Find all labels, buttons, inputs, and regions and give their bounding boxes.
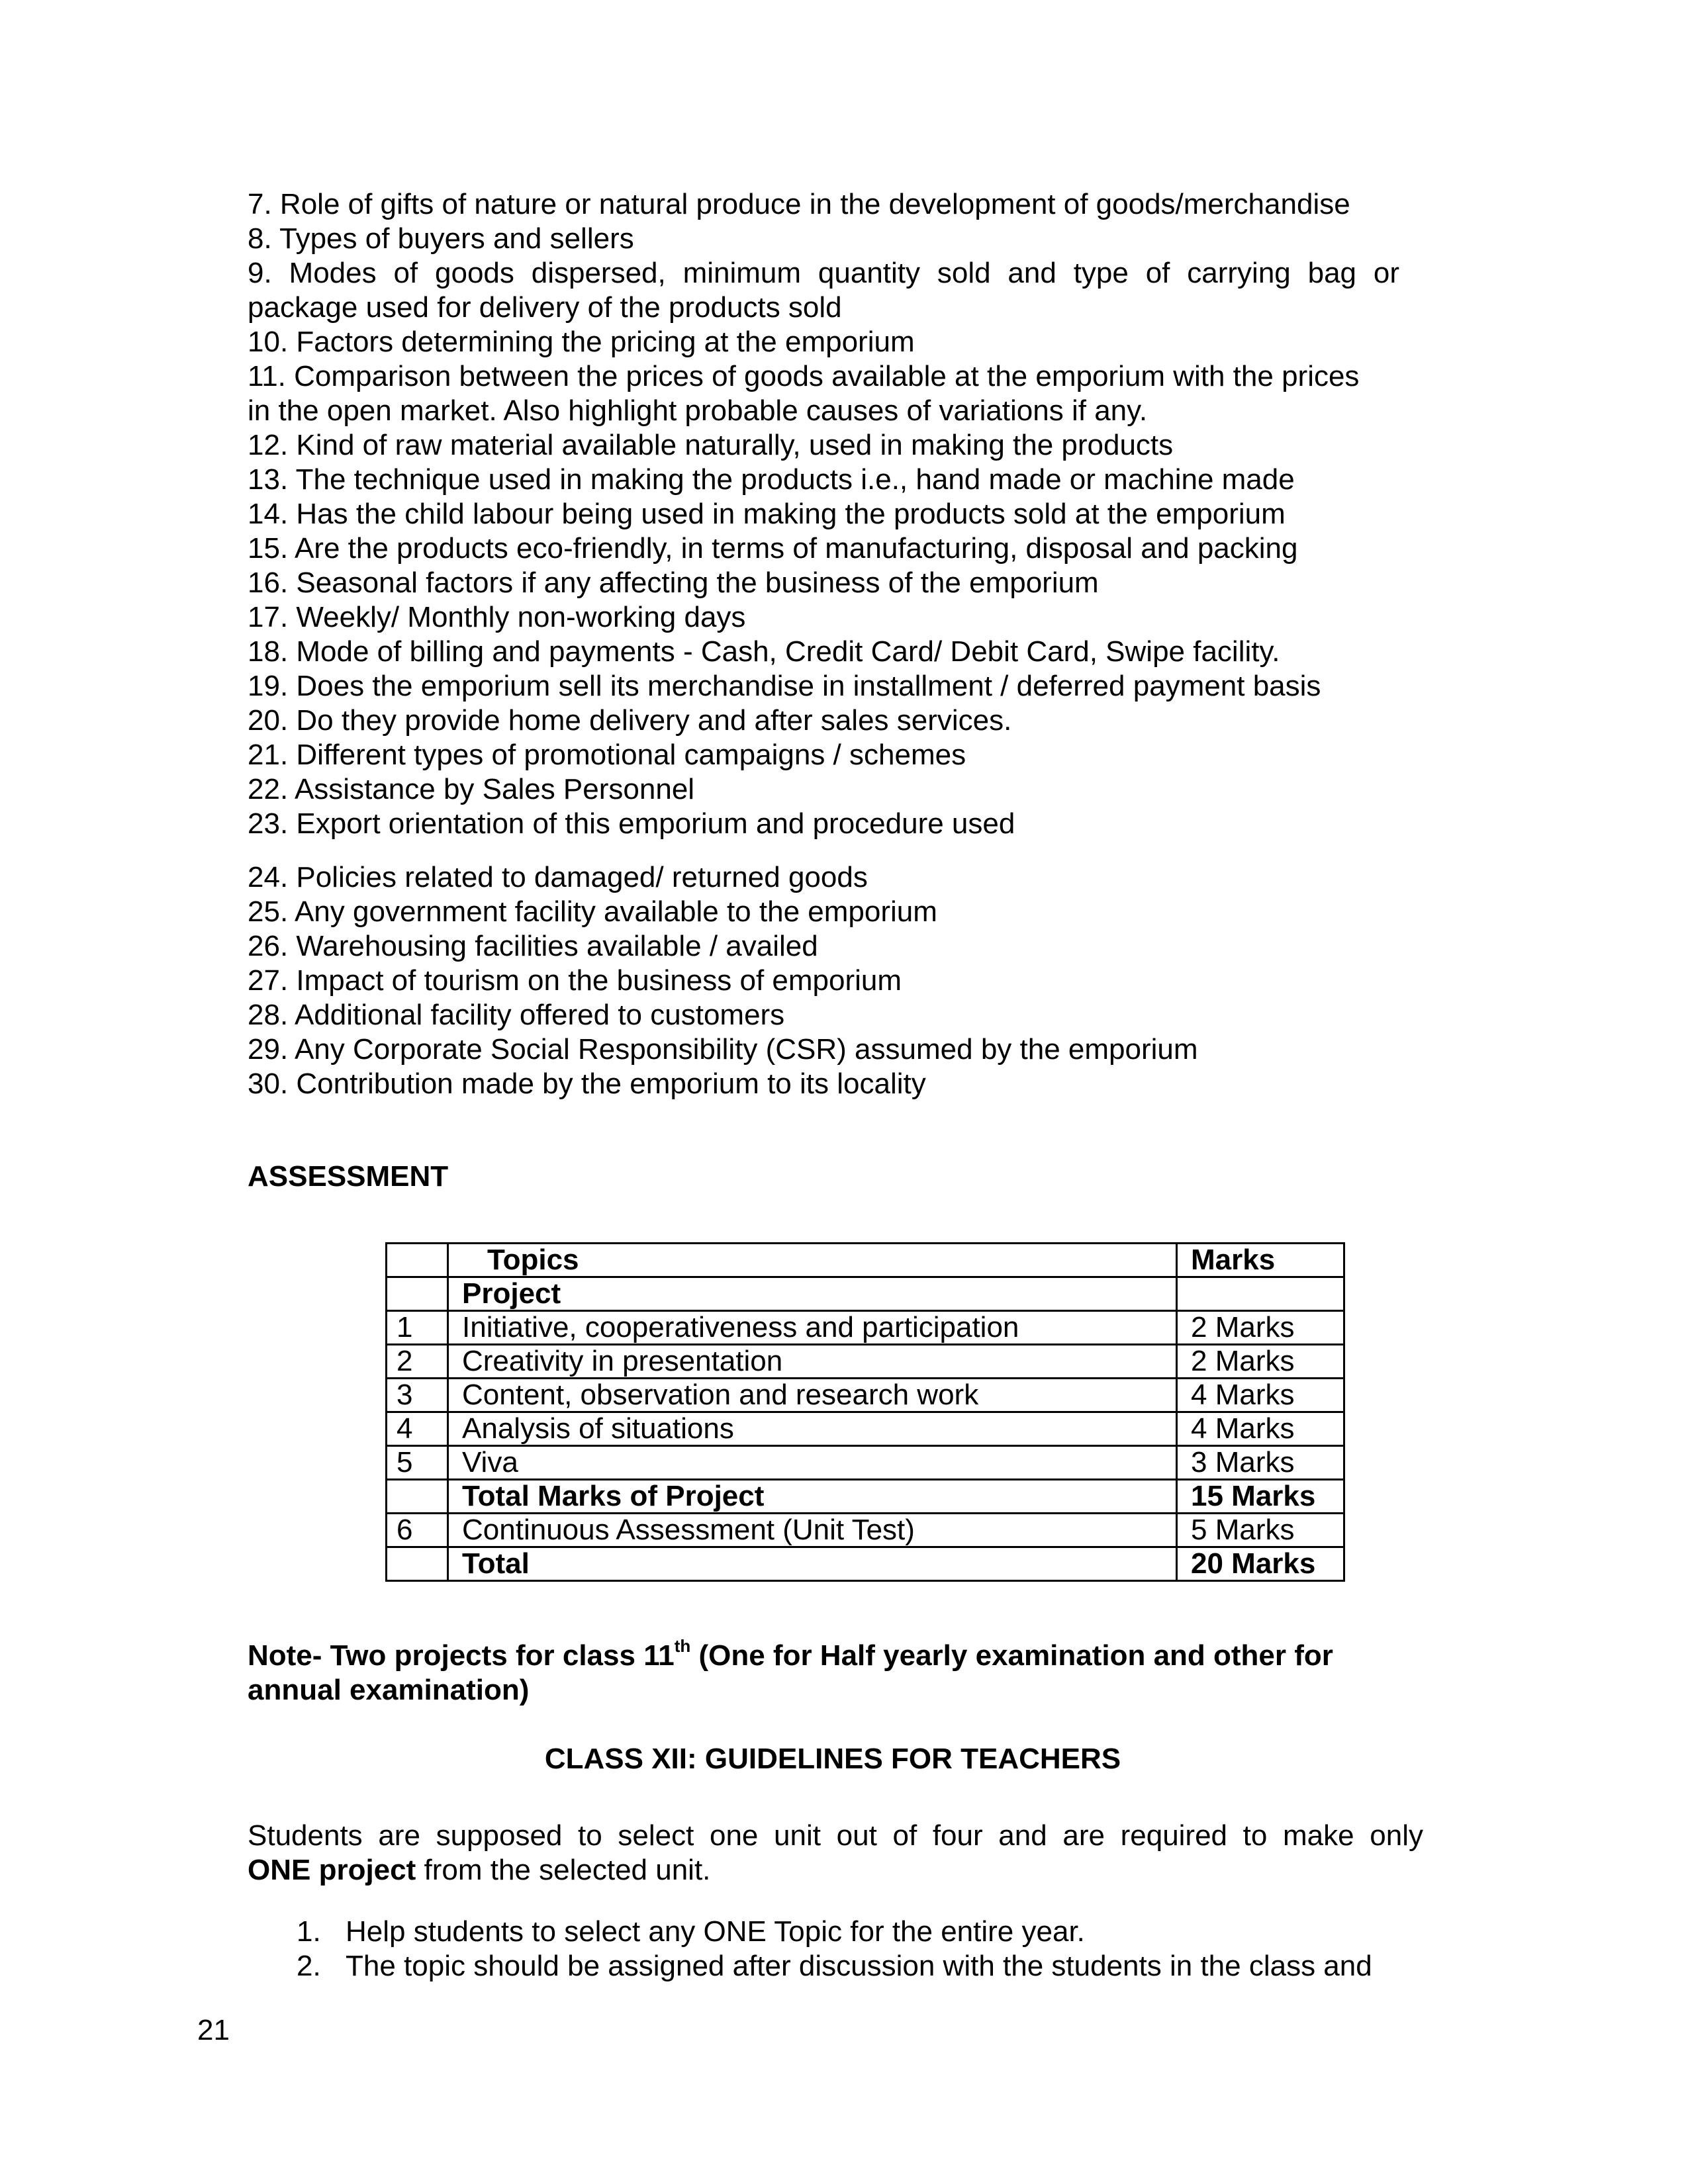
row-num: 2 bbox=[387, 1345, 448, 1379]
list-item: 23. Export orientation of this emporium and procedure used bbox=[248, 807, 1015, 840]
table-row bbox=[387, 1446, 1344, 1480]
list-item: 13. The technique used in making the products i.e., hand made or machine made bbox=[248, 463, 1295, 496]
guidelines-list bbox=[297, 1915, 1372, 1983]
header-cell-topics: Topics bbox=[448, 1244, 1177, 1277]
row-marks: 4 Marks bbox=[1177, 1412, 1344, 1446]
row-topic: Analysis of situations bbox=[448, 1412, 1177, 1446]
row-marks bbox=[1177, 1277, 1344, 1311]
note-line-1 bbox=[248, 1636, 1413, 1673]
list-item: 26. Warehousing facilities available / availed bbox=[248, 930, 818, 962]
list-number: 2. bbox=[297, 1950, 321, 1982]
list-item: 22. Assistance by Sales Personnel bbox=[248, 773, 695, 805]
list-item: 21. Different types of promotional campaigns / schemes bbox=[248, 739, 966, 771]
paragraph-rest: from the selected unit. bbox=[416, 1854, 711, 1886]
row-num bbox=[387, 1547, 448, 1581]
table-row bbox=[387, 1412, 1344, 1446]
table-row bbox=[387, 1514, 1344, 1547]
list-item: 19. Does the emporium sell its merchandise in installment / deferred payment basis bbox=[248, 670, 1321, 702]
list-item: 24. Policies related to damaged/ returned goods bbox=[248, 861, 868, 893]
list-item: 25. Any government facility available to the emporium bbox=[248, 895, 937, 928]
list-item: 15. Are the products eco-friendly, in terms of manufacturing, disposal and packing bbox=[248, 532, 1298, 565]
table-row bbox=[387, 1379, 1344, 1412]
row-topic: Project bbox=[448, 1277, 1177, 1311]
note-paragraph bbox=[248, 1636, 1413, 1707]
table-row bbox=[387, 1547, 1344, 1581]
row-marks: 3 Marks bbox=[1177, 1446, 1344, 1480]
list-item: 30. Contribution made by the emporium to its locality bbox=[248, 1068, 926, 1100]
list-item: 18. Mode of billing and payments - Cash, Credit Card/ Debit Card, Swipe facility. bbox=[248, 635, 1280, 668]
list-item: 27. Impact of tourism on the business of emporium bbox=[248, 964, 902, 997]
table-header-row bbox=[387, 1244, 1344, 1277]
list-item: 29. Any Corporate Social Responsibility (CSR) assumed by the emporium bbox=[248, 1033, 1198, 1066]
row-topic: Total bbox=[448, 1547, 1177, 1581]
row-topic: Total Marks of Project bbox=[448, 1480, 1177, 1514]
list-item-line: 9. Modes of goods dispersed, minimum quantity sold and type of carrying bag or bbox=[248, 257, 1399, 289]
list-number: 1. bbox=[297, 1915, 321, 1948]
list-item: 7. Role of gifts of nature or natural produce in the development of goods/merchandise bbox=[248, 188, 1350, 220]
table-row bbox=[387, 1345, 1344, 1379]
list-text: The topic should be assigned after discussion with the students in the class and bbox=[346, 1950, 1372, 1982]
note-suffix: (One for Half yearly examination and other for bbox=[690, 1639, 1333, 1672]
header-cell-num bbox=[387, 1244, 448, 1277]
list-item: 12. Kind of raw material available naturally, used in making the products bbox=[248, 429, 1174, 461]
students-paragraph-line-1: Students are supposed to select one unit out of four and are required to make only bbox=[248, 1819, 1423, 1852]
row-num: 6 bbox=[387, 1514, 448, 1547]
list-item-line: package used for delivery of the products sold bbox=[248, 291, 842, 324]
row-marks: 5 Marks bbox=[1177, 1514, 1344, 1547]
list-item: 8. Types of buyers and sellers bbox=[248, 222, 634, 255]
list-item-line: in the open market. Also highlight probable causes of variations if any. bbox=[248, 394, 1148, 427]
table-row bbox=[387, 1480, 1344, 1514]
row-topic: Content, observation and research work bbox=[448, 1379, 1177, 1412]
row-num: 5 bbox=[387, 1446, 448, 1480]
table-row bbox=[387, 1277, 1344, 1311]
row-marks: 20 Marks bbox=[1177, 1547, 1344, 1581]
list-item bbox=[297, 1915, 1372, 1949]
list-item: 10. Factors determining the pricing at the emporium bbox=[248, 326, 915, 358]
list-item: 28. Additional facility offered to customers bbox=[248, 999, 785, 1031]
list-item: 20. Do they provide home delivery and after sales services. bbox=[248, 704, 1012, 737]
header-cell-marks: Marks bbox=[1177, 1244, 1344, 1277]
one-project-emphasis: ONE project bbox=[248, 1854, 416, 1886]
row-marks: 2 Marks bbox=[1177, 1345, 1344, 1379]
list-item bbox=[248, 359, 1399, 428]
list-item: 16. Seasonal factors if any affecting the business of the emporium bbox=[248, 567, 1099, 599]
row-num bbox=[387, 1480, 448, 1514]
page-number: 21 bbox=[197, 2014, 230, 2046]
list-item: 17. Weekly/ Monthly non-working days bbox=[248, 601, 746, 633]
row-num: 4 bbox=[387, 1412, 448, 1446]
note-line-2: annual examination) bbox=[248, 1674, 530, 1706]
class-xii-heading: CLASS XII: GUIDELINES FOR TEACHERS bbox=[544, 1743, 1121, 1775]
row-topic: Creativity in presentation bbox=[448, 1345, 1177, 1379]
assessment-heading: ASSESSMENT bbox=[248, 1160, 449, 1193]
list-text: Help students to select any ONE Topic for the entire year. bbox=[346, 1915, 1085, 1948]
project-questions-list-part1 bbox=[248, 187, 1399, 841]
list-item-line: 11. Comparison between the prices of goods available at the emporium with the prices bbox=[248, 360, 1360, 392]
students-paragraph bbox=[248, 1819, 1423, 1888]
row-topic: Viva bbox=[448, 1446, 1177, 1480]
row-marks: 15 Marks bbox=[1177, 1480, 1344, 1514]
row-num bbox=[387, 1277, 448, 1311]
row-marks: 4 Marks bbox=[1177, 1379, 1344, 1412]
list-item: 14. Has the child labour being used in making the products sold at the emporium bbox=[248, 498, 1286, 530]
note-superscript: th bbox=[674, 1636, 691, 1657]
project-questions-list-part2 bbox=[248, 860, 1399, 1101]
row-topic: Initiative, cooperativeness and participation bbox=[448, 1311, 1177, 1345]
note-prefix: Note- Two projects for class 11 bbox=[248, 1639, 675, 1672]
row-marks: 2 Marks bbox=[1177, 1311, 1344, 1345]
assessment-table bbox=[385, 1242, 1345, 1582]
table-row bbox=[387, 1311, 1344, 1345]
row-num: 3 bbox=[387, 1379, 448, 1412]
row-topic: Continuous Assessment (Unit Test) bbox=[448, 1514, 1177, 1547]
list-item bbox=[297, 1949, 1372, 1983]
list-item bbox=[248, 256, 1399, 325]
row-num: 1 bbox=[387, 1311, 448, 1345]
